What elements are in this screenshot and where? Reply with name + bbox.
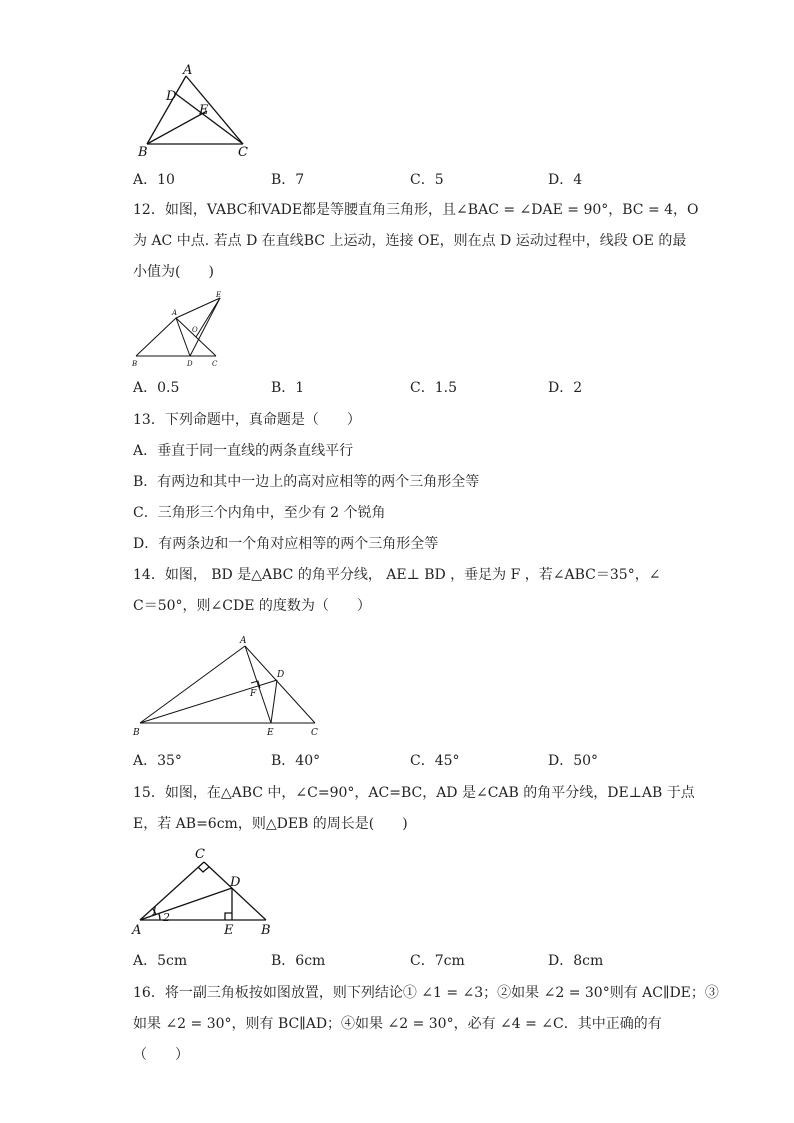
label-E: E (267, 728, 274, 738)
q13-choice-a[interactable]: A．垂直于同一直线的两条直线平行 (133, 443, 354, 459)
label-C: C (212, 360, 218, 368)
q16-stem-line3: （ ） (133, 1047, 189, 1063)
label-D: D (277, 670, 285, 680)
q12-option-a[interactable]: A．0.5 (133, 380, 180, 396)
label-B: B (132, 360, 138, 368)
q12-stem-line2: 为 AC 中点. 若点 D 在直线BC 上运动，连接 OE，则在点 D 运动过程中，线段 OE 的最 (133, 233, 687, 249)
label-A: A (172, 309, 178, 317)
q13-choice-b[interactable]: B．有两边和其中一边上的高对应相等的两个三角形全等 (133, 474, 480, 490)
q13-choice-c[interactable]: C．三角形三个内角中，至少有 2 个锐角 (133, 505, 386, 521)
label-D: D (187, 360, 193, 368)
label-D: D (166, 89, 177, 104)
q12-stem-line1: 12．如图，VABC和VADE都是等腰直角三角形，且∠BAC = ∠DAE = 90°，BC = 4，O (133, 202, 699, 218)
q15-option-b[interactable]: B．6cm (271, 953, 326, 969)
label-E: E (224, 923, 234, 938)
q14-option-b[interactable]: B．40° (271, 753, 321, 769)
q15-stem-line1: 15．如图，在△ABC 中，∠C=90°，AC=BC，AD 是∠CAB 的角平分线，DE⊥AB 于点 (133, 785, 695, 801)
label-A: A (183, 63, 193, 78)
q11-figure (130, 62, 260, 162)
q15-stem-line2: E，若 AB=6cm，则△DEB 的周长是( ) (133, 816, 408, 832)
label-B: B (133, 728, 140, 738)
q13-choice-d[interactable]: D．有两条边和一个角对应相等的两个三角形全等 (133, 536, 439, 552)
q11-option-c[interactable]: C．5 (410, 172, 444, 188)
q12-option-b[interactable]: B．1 (271, 380, 305, 396)
q14-option-a[interactable]: A．35° (133, 753, 182, 769)
q12-option-c[interactable]: C．1.5 (410, 380, 457, 396)
label-A: A (132, 923, 142, 938)
label-angle-1: 1 (151, 905, 158, 918)
q12-stem-line3: 小值为( ) (133, 264, 214, 280)
label-angle-2: 2 (163, 911, 170, 924)
label-O: O (192, 326, 198, 334)
q15-figure (128, 842, 278, 938)
label-C: C (311, 728, 318, 738)
q16-stem-line1: 16．将一副三角板按如图放置，则下列结论① ∠1 = ∠3；②如果 ∠2 = 30°则有 AC∥DE；③ (133, 985, 719, 1001)
label-A: A (240, 636, 247, 646)
q13-stem: 13．下列命题中，真命题是（ ） (133, 412, 361, 428)
label-C: C (238, 145, 248, 160)
label-C: C (195, 847, 205, 862)
q11-option-a[interactable]: A．10 (133, 172, 175, 188)
label-E: E (216, 291, 222, 299)
q14-option-c[interactable]: C．45° (410, 753, 460, 769)
q16-stem-line2: 如果 ∠2 = 30°，则有 BC∥AD；④如果 ∠2 = 30°，必有 ∠4 = ∠C．其中正确的有 (133, 1016, 662, 1032)
q14-option-d[interactable]: D．50° (548, 753, 599, 769)
label-E: E (199, 103, 209, 118)
q12-figure (128, 288, 228, 372)
q14-stem-line1: 14．如图， BD 是△ABC 的角平分线， AE⊥ BD ，垂足为 F ，若∠ABC＝35°，∠ (133, 567, 661, 583)
label-B: B (261, 923, 271, 938)
q14-figure (130, 630, 330, 742)
q11-option-d[interactable]: D．4 (548, 172, 583, 188)
label-B: B (138, 145, 148, 160)
q14-stem-line2: C＝50°，则∠CDE 的度数为（ ） (133, 598, 371, 614)
label-F: F (250, 689, 257, 699)
q15-option-d[interactable]: D．8cm (548, 953, 604, 969)
q15-option-a[interactable]: A．5cm (133, 953, 188, 969)
q15-option-c[interactable]: C．7cm (410, 953, 465, 969)
label-D: D (230, 875, 241, 890)
q11-option-b[interactable]: B．7 (271, 172, 305, 188)
q12-option-d[interactable]: D．2 (548, 380, 583, 396)
